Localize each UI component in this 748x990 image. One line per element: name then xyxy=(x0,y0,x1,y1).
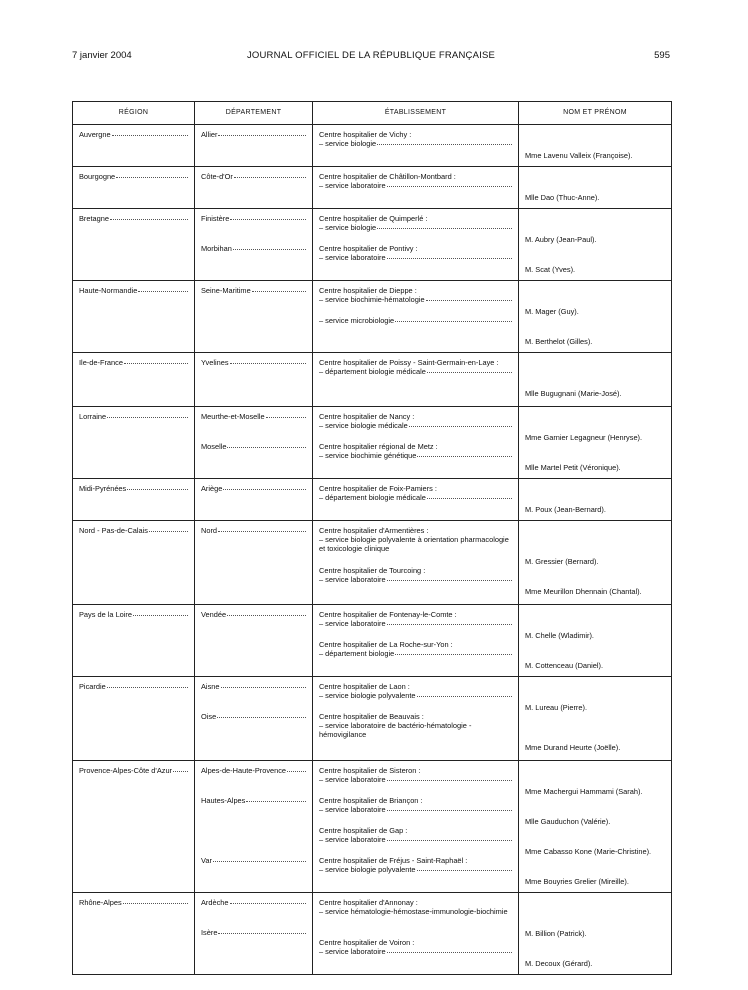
establishment-cell xyxy=(313,407,519,479)
person-cell xyxy=(519,281,672,353)
leader-dots xyxy=(112,135,188,136)
establishment-entry xyxy=(319,766,512,796)
leader-dots xyxy=(227,447,306,448)
table-row xyxy=(73,893,672,975)
person-name: M. Poux (Jean-Bernard). xyxy=(525,504,606,514)
service-name: – service laboratoire xyxy=(319,575,386,585)
department-name: Allier xyxy=(201,130,218,139)
person-name: Mlle Bugugnani (Marie-José). xyxy=(525,388,622,398)
region-cell xyxy=(73,479,195,521)
service-name: – service hématologie-hémostase-immunologie-biochimie xyxy=(319,907,508,917)
department-name: Seine-Maritime xyxy=(201,286,251,295)
leader-dots xyxy=(377,228,512,229)
establishment-cell xyxy=(313,125,519,167)
service-name: – service laboratoire de bactério-hématologie - hémovigilance xyxy=(319,721,472,740)
leader-dots xyxy=(409,426,512,427)
region-name: Ile-de-France xyxy=(79,358,123,367)
department-name: Moselle xyxy=(201,442,227,451)
establishment-entry xyxy=(319,358,512,398)
person-name: M. Decoux (Gérard). xyxy=(525,958,593,968)
person-cell xyxy=(519,353,672,407)
department-block xyxy=(201,286,306,346)
person-cell xyxy=(519,761,672,893)
establishment-entry xyxy=(319,938,512,968)
person-name: M. Scat (Yves). xyxy=(525,264,576,274)
table-row xyxy=(73,479,672,521)
person-name: Mme Lavenu Valleix (Françoise). xyxy=(525,150,633,160)
department-block xyxy=(201,172,306,202)
leader-dots xyxy=(133,615,188,616)
establishment-name: Centre hospitalier de Foix-Pamiers : xyxy=(319,484,437,493)
person-cell xyxy=(519,605,672,677)
leader-dots xyxy=(124,363,188,364)
department-block xyxy=(201,412,306,442)
service-name: – service laboratoire xyxy=(319,775,386,785)
establishment-entry xyxy=(319,682,512,712)
leader-dots xyxy=(230,363,306,364)
establishment-name: Centre hospitalier de Vichy : xyxy=(319,130,412,139)
person-name: Mlle Dao (Thuc-Anne). xyxy=(525,192,600,202)
region-name: Rhône-Alpes xyxy=(79,898,122,907)
person-name: Mme Machergui Hammami (Sarah). xyxy=(525,786,643,796)
department-name: Meurthe-et-Moselle xyxy=(201,412,265,421)
person-cell xyxy=(519,167,672,209)
leader-dots xyxy=(387,952,512,953)
department-cell xyxy=(195,209,313,281)
department-name: Ardèche xyxy=(201,898,229,907)
table-body xyxy=(73,125,672,975)
service-name: – service laboratoire xyxy=(319,253,386,263)
establishment-name: Centre hospitalier de Tourcoing : xyxy=(319,566,426,575)
person-name: M. Gressier (Bernard). xyxy=(525,556,599,566)
department-name: Isère xyxy=(201,928,218,937)
table-header-row xyxy=(73,102,672,125)
leader-dots xyxy=(116,177,188,178)
service-name: – service laboratoire xyxy=(319,835,386,845)
department-cell xyxy=(195,167,313,209)
leader-dots xyxy=(230,903,306,904)
service-name: – service biologie xyxy=(319,223,377,233)
establishment-cell xyxy=(313,167,519,209)
region-cell xyxy=(73,521,195,605)
header-page-number: 595 xyxy=(654,50,670,61)
region-cell xyxy=(73,209,195,281)
region-name: Lorraine xyxy=(79,412,107,421)
establishment-name: Centre hospitalier de Beauvais : xyxy=(319,712,424,721)
leader-dots xyxy=(218,933,306,934)
person-name: Mlle Martel Petit (Véronique). xyxy=(525,462,621,472)
establishment-entry xyxy=(319,826,512,856)
column-header-department: DÉPARTEMENT xyxy=(195,102,313,125)
leader-dots xyxy=(123,903,188,904)
department-name: Aisne xyxy=(201,682,220,691)
table-row xyxy=(73,605,672,677)
service-name: – service biochimie-hématologie xyxy=(319,295,425,305)
establishment-name: Centre hospitalier de Quimperlé : xyxy=(319,214,428,223)
leader-dots xyxy=(234,177,306,178)
establishment-entry xyxy=(319,412,512,442)
table-row xyxy=(73,167,672,209)
department-block xyxy=(201,610,306,670)
establishment-name: Centre hospitalier régional de Metz : xyxy=(319,442,438,451)
leader-dots xyxy=(427,372,512,373)
department-name: Yvelines xyxy=(201,358,229,367)
person-cell xyxy=(519,677,672,761)
leader-dots xyxy=(246,801,306,802)
region-cell xyxy=(73,407,195,479)
leader-dots xyxy=(417,696,512,697)
department-cell xyxy=(195,677,313,761)
establishment-entry xyxy=(319,856,512,886)
person-cell xyxy=(519,407,672,479)
page-header xyxy=(72,50,670,64)
table-row xyxy=(73,353,672,407)
establishment-entry xyxy=(319,796,512,826)
department-name: Hautes-Alpes xyxy=(201,796,246,805)
person-cell xyxy=(519,209,672,281)
region-name: Nord - Pas-de-Calais xyxy=(79,526,149,535)
establishment-cell xyxy=(313,479,519,521)
leader-dots xyxy=(387,624,512,625)
leader-dots xyxy=(218,531,306,532)
establishment-name: Centre hospitalier de Laon : xyxy=(319,682,410,691)
establishment-entry xyxy=(319,214,512,244)
service-name: – département biologie xyxy=(319,649,395,659)
department-block xyxy=(201,442,306,472)
leader-dots xyxy=(107,687,188,688)
leader-dots xyxy=(138,291,188,292)
establishment-entry xyxy=(319,286,512,316)
service-name: – département biologie médicale xyxy=(319,493,426,503)
person-name: Mme Cabasso Kone (Marie-Christine). xyxy=(525,846,652,856)
department-block xyxy=(201,856,306,886)
department-name: Morbihan xyxy=(201,244,232,253)
leader-dots xyxy=(387,780,512,781)
header-date: 7 janvier 2004 xyxy=(72,50,132,61)
region-name: Bretagne xyxy=(79,214,109,223)
department-cell xyxy=(195,521,313,605)
table-row xyxy=(73,761,672,893)
establishment-entry xyxy=(319,130,512,160)
leader-dots xyxy=(221,687,307,688)
person-cell xyxy=(519,479,672,521)
region-name: Midi-Pyrénées xyxy=(79,484,127,493)
leader-dots xyxy=(417,870,512,871)
establishment-cell xyxy=(313,353,519,407)
region-cell xyxy=(73,281,195,353)
leader-dots xyxy=(426,300,512,301)
department-cell xyxy=(195,281,313,353)
person-name: M. Billion (Patrick). xyxy=(525,928,587,938)
department-cell xyxy=(195,479,313,521)
department-cell xyxy=(195,605,313,677)
establishment-cell xyxy=(313,761,519,893)
department-block xyxy=(201,130,306,160)
person-name: M. Mager (Guy). xyxy=(525,306,579,316)
person-name: Mlle Gauduchon (Valérie). xyxy=(525,816,611,826)
department-cell xyxy=(195,125,313,167)
establishment-name: Centre hospitalier de Voiron : xyxy=(319,938,415,947)
department-name: Alpes-de-Haute-Provence xyxy=(201,766,287,775)
person-name: Mme Meurillon Dhennain (Chantal). xyxy=(525,586,642,596)
leader-dots xyxy=(266,417,306,418)
establishment-name: Centre hospitalier de Nancy : xyxy=(319,412,415,421)
column-header-establishment: ÉTABLISSEMENT xyxy=(313,102,519,125)
leader-dots xyxy=(127,489,188,490)
service-name: – service biologie médicale xyxy=(319,421,408,431)
leader-dots xyxy=(252,291,306,292)
leader-dots xyxy=(227,615,306,616)
region-cell xyxy=(73,125,195,167)
leader-dots xyxy=(387,258,512,259)
department-block xyxy=(201,214,306,244)
establishment-name: Centre hospitalier de Gap : xyxy=(319,826,408,835)
establishment-entry xyxy=(319,640,512,670)
region-cell xyxy=(73,167,195,209)
column-header-name: NOM ET PRÉNOM xyxy=(519,102,672,125)
department-cell xyxy=(195,893,313,975)
table-row xyxy=(73,281,672,353)
establishment-name: Centre hospitalier d'Armentières : xyxy=(319,526,429,535)
establishment-entry xyxy=(319,898,512,938)
department-name: Finistère xyxy=(201,214,230,223)
service-name: – service laboratoire xyxy=(319,805,386,815)
region-name: Auvergne xyxy=(79,130,111,139)
establishment-cell xyxy=(313,281,519,353)
establishment-name: Centre hospitalier de Fréjus - Saint-Raphaël : xyxy=(319,856,468,865)
leader-dots xyxy=(395,321,512,322)
region-cell xyxy=(73,677,195,761)
service-name: – service biologie polyvalente xyxy=(319,691,416,701)
department-block xyxy=(201,244,306,274)
department-block xyxy=(201,796,306,856)
leader-dots xyxy=(377,144,512,145)
department-cell xyxy=(195,353,313,407)
leader-dots xyxy=(387,186,512,187)
service-name: – département biologie médicale xyxy=(319,367,426,377)
table-row xyxy=(73,677,672,761)
leader-dots xyxy=(417,456,512,457)
department-name: Var xyxy=(201,856,212,865)
establishment-entry xyxy=(319,442,512,472)
person-name: M. Aubry (Jean-Paul). xyxy=(525,234,597,244)
department-name: Côte-d'Or xyxy=(201,172,233,181)
person-name: Mme Bouyries Grelier (Mireille). xyxy=(525,876,629,886)
establishment-entry xyxy=(319,484,512,514)
department-block xyxy=(201,766,306,796)
service-name: – service laboratoire xyxy=(319,181,386,191)
establishment-name: Centre hospitalier de Sisteron : xyxy=(319,766,421,775)
establishment-name: Centre hospitalier de Fontenay-le-Comte : xyxy=(319,610,457,619)
department-block xyxy=(201,358,306,388)
header-title: JOURNAL OFFICIEL DE LA RÉPUBLIQUE FRANÇAISE xyxy=(246,50,496,61)
service-name: – service biologie xyxy=(319,139,377,149)
person-name: M. Cottenceau (Daniel). xyxy=(525,660,604,670)
establishment-cell xyxy=(313,893,519,975)
service-name: – service biologie polyvalente à orientation pharmacologie et toxicologie clinique xyxy=(319,535,509,554)
appointments-table xyxy=(72,101,672,975)
establishment-entry xyxy=(319,610,512,640)
leader-dots xyxy=(110,219,188,220)
column-header-region: RÉGION xyxy=(73,102,195,125)
department-block xyxy=(201,526,306,586)
region-cell xyxy=(73,605,195,677)
leader-dots xyxy=(387,580,512,581)
department-cell xyxy=(195,761,313,893)
department-block xyxy=(201,712,306,742)
establishment-name: Centre hospitalier de Châtillon-Montbard : xyxy=(319,172,456,181)
service-name: – service laboratoire xyxy=(319,619,386,629)
establishment-entry xyxy=(319,526,512,566)
leader-dots xyxy=(213,861,306,862)
table-row xyxy=(73,407,672,479)
department-name: Oise xyxy=(201,712,217,721)
leader-dots xyxy=(217,717,306,718)
establishment-entry xyxy=(319,566,512,596)
person-cell xyxy=(519,893,672,975)
person-name: M. Chelle (Wladimir). xyxy=(525,630,594,640)
service-name: – service microbiologie xyxy=(319,316,395,325)
establishment-cell xyxy=(313,677,519,761)
establishment-entry xyxy=(319,172,512,202)
establishment-cell xyxy=(313,605,519,677)
department-block xyxy=(201,928,306,958)
department-name: Ariège xyxy=(201,484,223,493)
leader-dots xyxy=(387,810,512,811)
region-cell xyxy=(73,761,195,893)
establishment-name: Centre hospitalier d'Annonay : xyxy=(319,898,418,907)
leader-dots xyxy=(149,531,188,532)
person-cell xyxy=(519,125,672,167)
region-name: Bourgogne xyxy=(79,172,116,181)
department-block xyxy=(201,682,306,712)
leader-dots xyxy=(387,840,512,841)
leader-dots xyxy=(287,771,306,772)
service-name: – service laboratoire xyxy=(319,947,386,957)
table-row xyxy=(73,209,672,281)
leader-dots xyxy=(233,249,306,250)
region-cell xyxy=(73,353,195,407)
establishment-name: Centre hospitalier de Briançon : xyxy=(319,796,423,805)
leader-dots xyxy=(107,417,188,418)
establishment-entry xyxy=(319,244,512,274)
establishment-cell xyxy=(313,521,519,605)
leader-dots xyxy=(395,654,512,655)
region-name: Provence-Alpes-Côte d'Azur xyxy=(79,766,173,775)
establishment-entry xyxy=(319,712,512,752)
department-block xyxy=(201,898,306,928)
region-name: Pays de la Loire xyxy=(79,610,132,619)
region-cell xyxy=(73,893,195,975)
department-block xyxy=(201,484,306,514)
person-name: Mme Garnier Legagneur (Henryse). xyxy=(525,432,643,442)
leader-dots xyxy=(230,219,306,220)
service-name: – service biologie polyvalente xyxy=(319,865,416,875)
region-name: Haute-Normandie xyxy=(79,286,138,295)
department-name: Nord xyxy=(201,526,218,535)
leader-dots xyxy=(173,771,188,772)
person-name: Mme Durand Heurte (Joëlle). xyxy=(525,742,621,752)
person-name: M. Berthelot (Gilles). xyxy=(525,336,593,346)
department-name: Vendée xyxy=(201,610,227,619)
establishment-name: Centre hospitalier de La Roche-sur-Yon : xyxy=(319,640,453,649)
establishment-name: Centre hospitalier de Pontivy : xyxy=(319,244,418,253)
table-row xyxy=(73,125,672,167)
department-cell xyxy=(195,407,313,479)
establishment-cell xyxy=(313,209,519,281)
person-name: M. Lureau (Pierre). xyxy=(525,702,588,712)
region-name: Picardie xyxy=(79,682,106,691)
establishment-entry xyxy=(319,316,512,346)
table-row xyxy=(73,521,672,605)
establishment-name: Centre hospitalier de Dieppe : xyxy=(319,286,417,295)
establishment-name: Centre hospitalier de Poissy - Saint-Germain-en-Laye : xyxy=(319,358,499,367)
leader-dots xyxy=(427,498,512,499)
person-cell xyxy=(519,521,672,605)
service-name: – service biochimie génétique xyxy=(319,451,417,461)
leader-dots xyxy=(223,489,306,490)
leader-dots xyxy=(218,135,306,136)
